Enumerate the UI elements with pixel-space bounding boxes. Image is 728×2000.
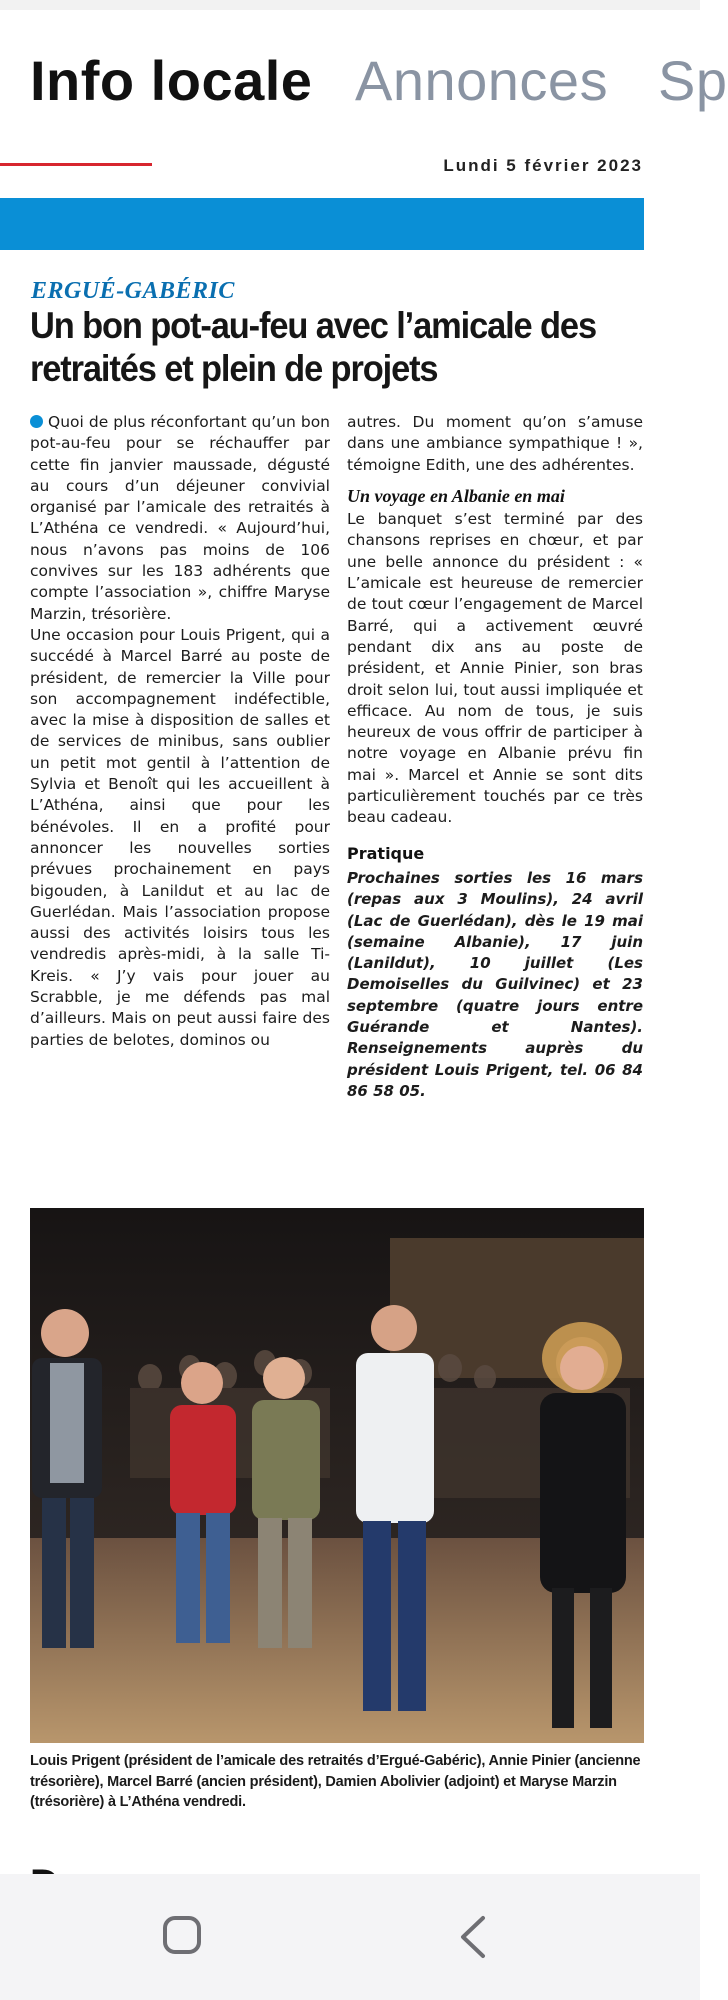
article-paragraph: Une occasion pour Louis Prigent, qui a succédé à Marcel Barré au poste de président, de remercier la Ville pour son accompagnement indéfectible, avec la mise à disposition de salles et de services de minibus, sans oublier un petit mot gentil à l’attention de Sylvia et Benoît qui les accueillent à L’Athéna, ainsi que pour les bénévoles. Il en a profité pour annoncer les nouvelles sorties prévues prochainement en pays bigouden, à Lanildut et au lac de Guerlédan. Mais l’association propose aussi des activités loisirs tous les vendredis après-midi, à la salle Ti-Kreis. « J’y vais pour jouer au Scrabble, je me défends pas mal d’ailleurs. Mais on peut aussi faire des parties de belotes, dominos ou: [30, 625, 330, 1049]
group-photo-illustration: [30, 1208, 644, 1743]
article-column-right: [347, 412, 643, 1102]
tab-info-locale[interactable]: Info locale: [30, 49, 313, 112]
bullet-icon: [30, 415, 43, 428]
article-headline: Un bon pot-au-feu avec l’amicale des retraités et plein de projets: [30, 305, 596, 389]
tab-annonces[interactable]: Annonces: [355, 49, 609, 112]
pratique-text: Prochaines sorties les 16 mars (repas aux 3 Moulins), 24 avril (Lac de Guerlédan), dès le 19 mai (semaine Albanie), 17 juin (Lanildut), 10 juillet (Les Demoiselles du Guilvinec) et 23 septembre (quatre jours entre Guérande et Nantes). Renseignements auprès du président Louis Prigent, tel. 06 84 86 58 05.: [347, 868, 643, 1100]
article-column-left: [30, 412, 330, 1051]
article-paragraph: Quoi de plus réconfortant qu’un bon pot-au-feu pour se réchauffer par cette fin janvier maussade, dégusté au cours d’un déjeuner convivial organisé par l’amicale des retraités à L’Athéna ce vendredi. « Aujourd’hui, nous n’avons pas moins de 106 convives sur les 183 adhérents que compte l’association », chiffre Maryse Marzin, trésorière.: [30, 413, 330, 623]
tab-sports[interactable]: Sp: [658, 49, 728, 112]
page-dateline: [400, 156, 643, 188]
dateline-text: Lundi 5 février 2023: [443, 156, 643, 175]
article-kicker: ERGUÉ-GABÉRIC: [31, 278, 235, 304]
back-chevron-icon[interactable]: [455, 1914, 495, 1960]
article-subhead: Un voyage en Albanie en mai: [347, 485, 565, 506]
newspaper-page[interactable]: [0, 156, 700, 1874]
section-tabs: [0, 10, 728, 160]
photo-caption: Louis Prigent (président de l’amicale des retraités d’Ergué-Gabéric), Annie Pinier (ancienne trésorière), Marcel Barré (ancien président), Damien Abolivier (adjoint) et Maryse Marzin (trésorière) à L’Athéna vendredi.: [30, 1753, 641, 1810]
next-article-headline-peek: [30, 1862, 290, 1874]
recent-apps-icon[interactable]: [163, 1916, 201, 1954]
section-banner: [0, 198, 644, 250]
system-navigation-bar: [0, 1874, 700, 2000]
article-photo[interactable]: [30, 1208, 644, 1743]
status-bar: [0, 0, 700, 10]
pratique-heading: Pratique: [347, 843, 425, 863]
article-paragraph: Le banquet s’est terminé par des chansons reprises en chœur, et par une belle annonce du président : « L’amicale est heureuse de remercier de tout cœur l’engagement de Marcel Barré, qui a activement œuvré pendant dix ans au poste de président, et Annie Pinier, son bras droit selon lui, tout aussi impliquée et efficace. Au nom de tous, je suis heureux de vous offrir de participer à notre voyage en Albanie prévu fin mai ». Marcel et Annie se sont dits particulièrement touchés par ce très beau cadeau.: [347, 510, 643, 827]
article-paragraph: autres. Du moment qu’on s’amuse dans une ambiance sympathique ! », témoigne Edith, une des adhérentes.: [347, 413, 643, 474]
